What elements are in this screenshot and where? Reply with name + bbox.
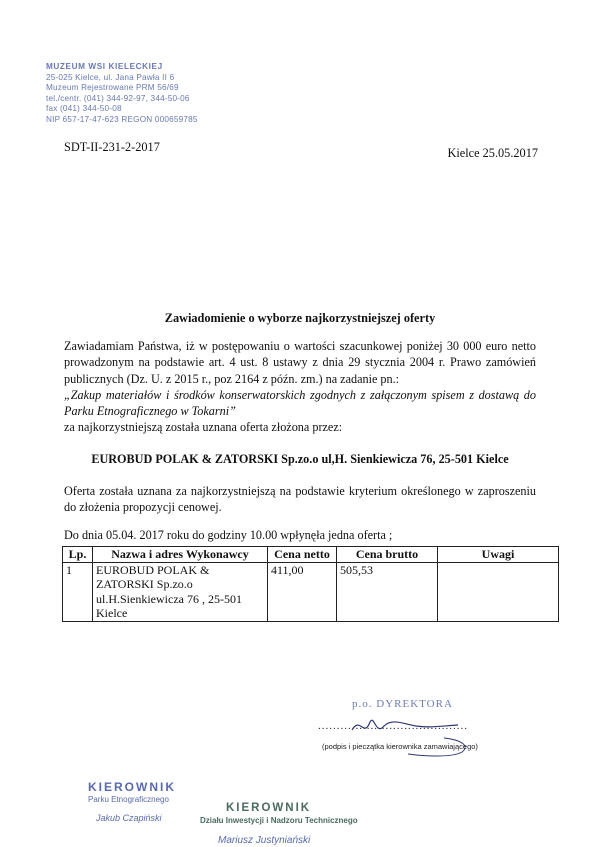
table-header-row	[63, 547, 559, 563]
offers-table	[62, 546, 559, 622]
contract-title: „Zakup materiałów i środków konserwatorskich zgodnych z załączonym spisem z dostawą do Parku Etnograficznego w Tokarni”	[64, 387, 536, 419]
stamp-line: tel./centr. (041) 344-92-97, 344-50-06	[46, 93, 190, 103]
signature-line: ........................................	[318, 720, 468, 732]
cell-name-line: ul.H.Sienkiewicza 76 , 25-501	[96, 591, 242, 606]
notice-trailer: za najkorzystniejszą została uznana oferta złożona przez:	[64, 420, 343, 435]
institution-stamp	[46, 62, 211, 126]
cell-name-line: Kielce	[96, 606, 128, 620]
signature-caption: (podpis i pieczątka kierownika zamawiającego)	[322, 742, 478, 751]
col-header-uwagi: Uwagi	[438, 547, 559, 563]
stamp-subtitle: Parku Etnograficznego	[88, 795, 169, 804]
stamp-line: Muzeum Rejestrowane PRM 56/69	[46, 83, 179, 93]
place-date: Kielce 25.05.2017	[447, 146, 538, 160]
cell-name	[93, 562, 268, 621]
stamp-line: NIP 657-17-47-623 REGON 000659785	[46, 114, 198, 124]
park-manager-stamp	[88, 780, 176, 823]
stamp-line: MUZEUM WSI KIELECKIEJ	[46, 62, 163, 71]
cell-name-line: EUROBUD POLAK &	[96, 562, 210, 577]
stamp-title: KIEROWNIK	[226, 802, 312, 814]
stamp-line: 25-025 Kielce, ul. Jana Pawła II 6	[46, 72, 175, 82]
notice-paragraph	[64, 338, 536, 436]
justification-paragraph: Oferta została uznana za najkorzystniejszą na podstawie kryterium określonego w zaproszeniu do złożenia propozycji cenowej.	[64, 484, 536, 515]
stamp-name: Mariusz Justyniański	[218, 835, 311, 846]
col-header-brutto: Cena brutto	[337, 547, 438, 563]
cell-netto: 411,00	[268, 562, 337, 621]
cell-lp: 1	[63, 562, 93, 621]
cell-uwagi	[438, 562, 559, 621]
document-heading: Zawiadomienie o wyborze najkorzystniejszej oferty	[164, 311, 436, 325]
col-header-name: Nazwa i adres Wykonawcy	[93, 547, 268, 563]
signature-stamp-title: p.o. DYREKTORA	[352, 698, 453, 710]
col-header-netto: Cena netto	[268, 547, 337, 563]
stamp-title: KIEROWNIK	[88, 780, 176, 794]
col-header-lp: Lp.	[63, 547, 93, 563]
winning-company: EUROBUD POLAK & ZATORSKI Sp.zo.o ul,H. Sienkiewicza 76, 25-501 Kielce	[91, 452, 509, 466]
stamp-subtitle: Działu Inwestycji i Nadzoru Technicznego	[200, 816, 358, 825]
stamp-name: Jakub Czapiński	[96, 813, 162, 823]
reference-number: SDT-II-231-2-2017	[64, 140, 160, 154]
notice-text: Zawiadamiam Państwa, iż w postępowaniu o wartości szacunkowej poniżej 30 000 euro netto prowadzonym na podstawie art. 4 ust. 8 ustawy z dnia 29 stycznia 2004 r. Prawo zamówień publicznych (Dz. U. z 2015 r., poz 2164 z późn. zm.) na zadanie pn.:	[64, 339, 536, 386]
offers-intro: Do dnia 05.04. 2017 roku do godziny 10.00 wpłynęła jedna oferta ;	[64, 528, 393, 542]
stamp-line: fax (041) 344-50-08	[46, 104, 122, 114]
table-row	[63, 562, 559, 621]
cell-name-line: ZATORSKI Sp.zo.o	[96, 577, 193, 591]
investment-manager-stamp	[200, 802, 358, 846]
cell-brutto: 505,53	[337, 562, 438, 621]
